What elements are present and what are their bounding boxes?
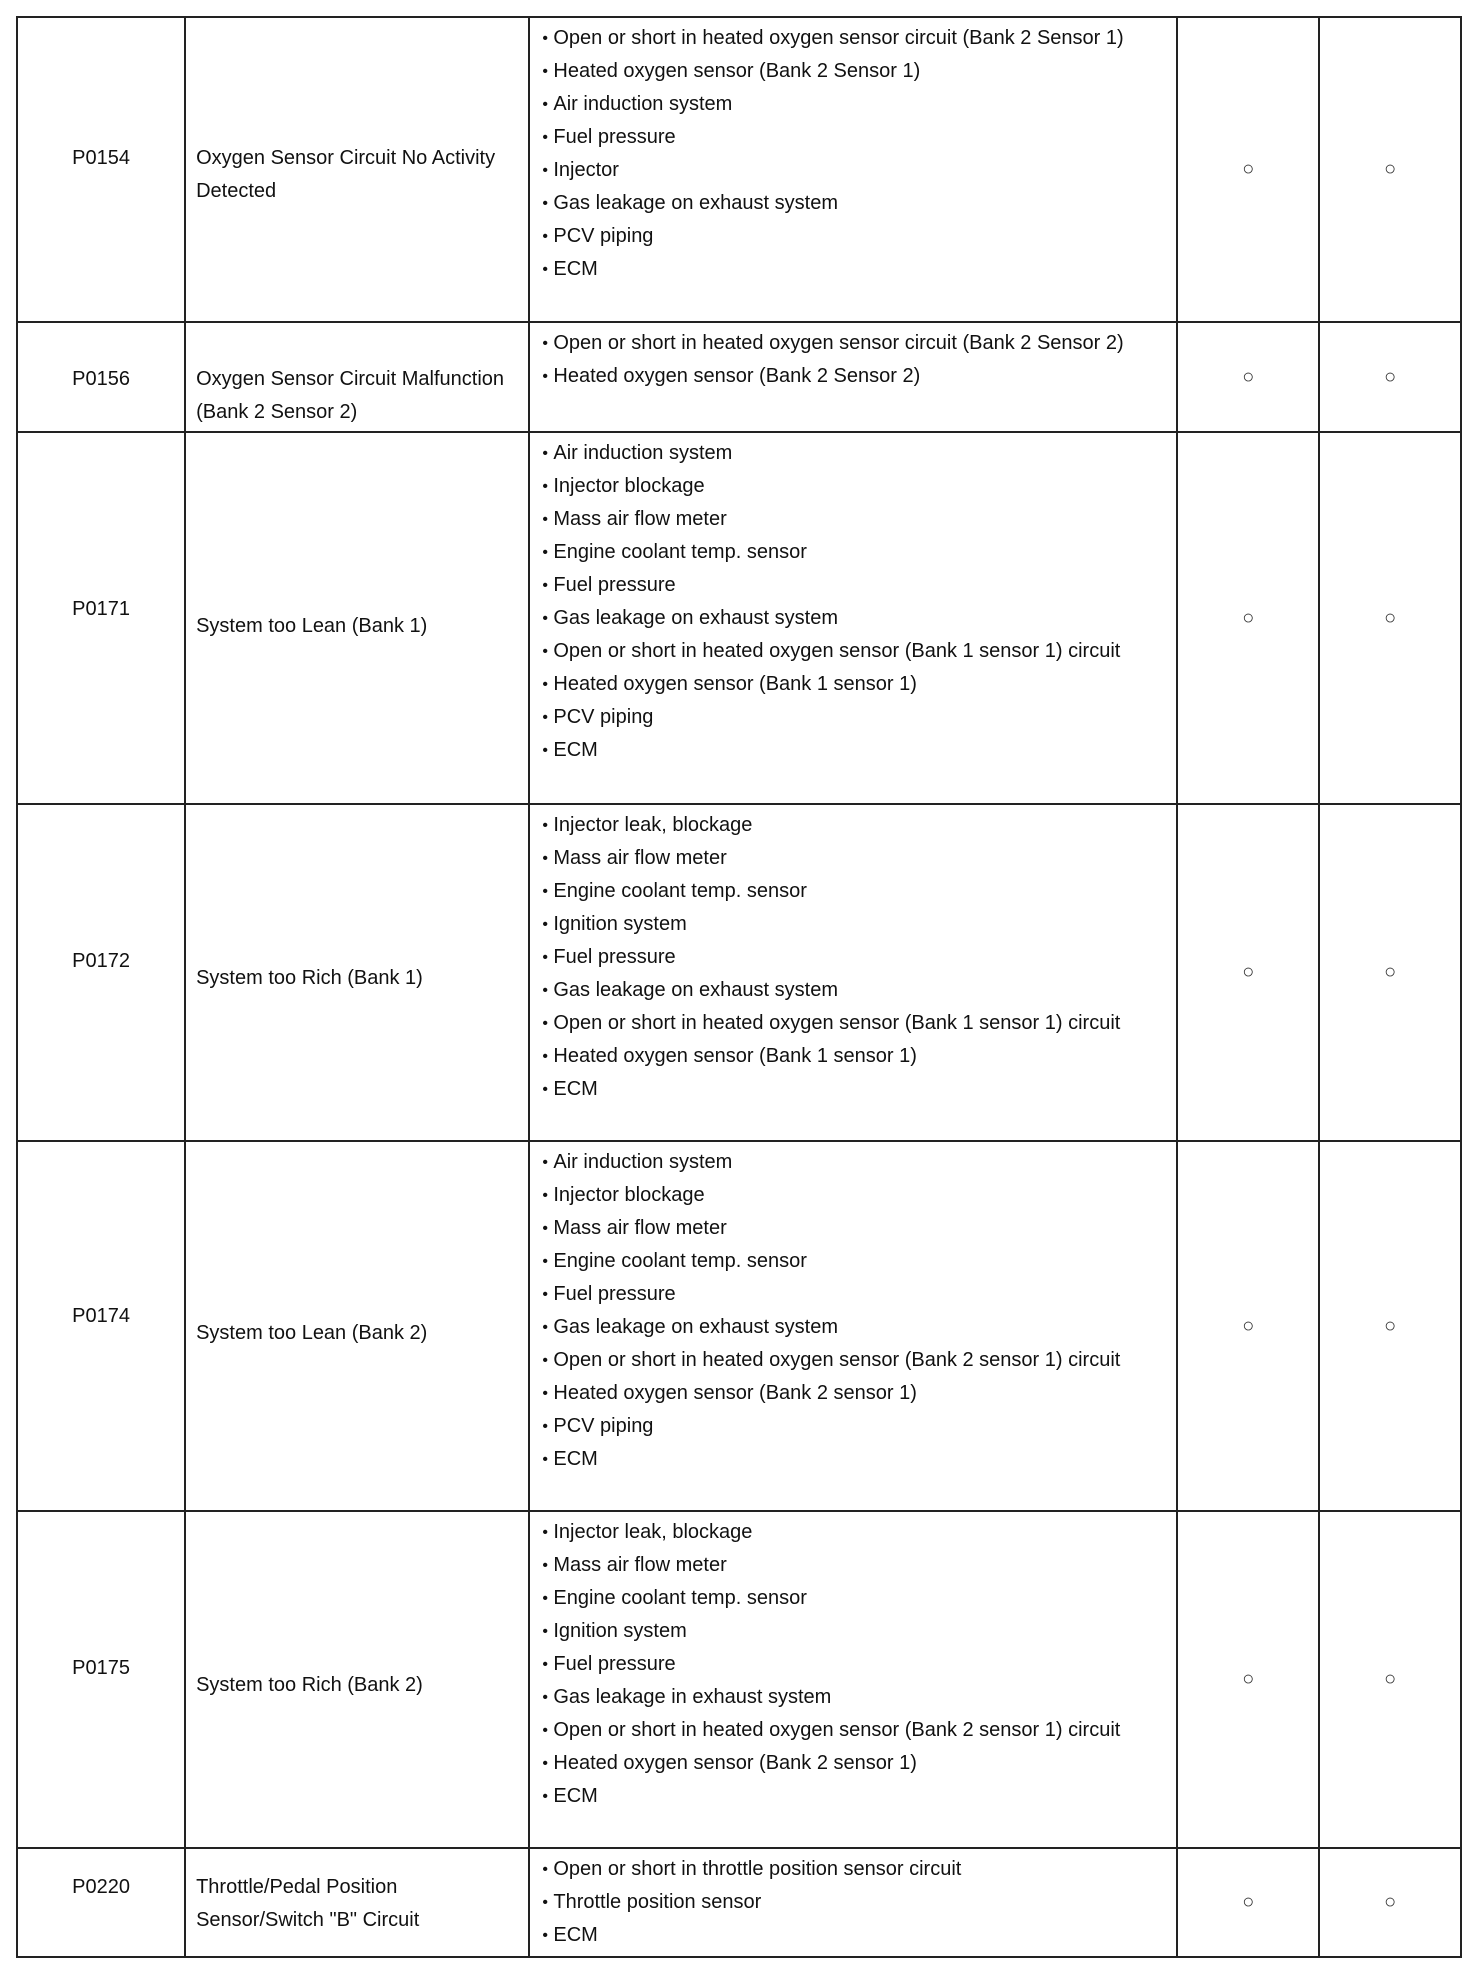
cause-item: • Fuel pressure [542, 1278, 1170, 1311]
dtc-name: System too Lean (Bank 2) [196, 1322, 428, 1344]
cause-list [542, 22, 1170, 286]
dtc-code: P0171 [72, 598, 130, 620]
dtc-name-cell [185, 1141, 529, 1511]
circle-mark-col5: ○ [1319, 1848, 1461, 1957]
cause-item: • ECM [542, 253, 1170, 286]
dtc-causes-cell [529, 432, 1177, 804]
circle-mark-col4: ○ [1177, 17, 1319, 322]
cause-item: • Injector leak, blockage [542, 809, 1170, 842]
cause-item: • Gas leakage on exhaust system [542, 187, 1170, 220]
cause-item: • Engine coolant temp. sensor [542, 875, 1170, 908]
dtc-code-cell [17, 322, 185, 432]
circle-mark-col4: ○ [1177, 432, 1319, 804]
cause-list [542, 809, 1170, 1106]
circle-mark-col4: ○ [1177, 322, 1319, 432]
cause-item: • Open or short in heated oxygen sensor circuit (Bank 2 Sensor 2) [542, 327, 1170, 360]
cause-item: • ECM [542, 1919, 1170, 1952]
cause-item: • Ignition system [542, 908, 1170, 941]
cause-item: • Gas leakage on exhaust system [542, 602, 1170, 635]
cause-item: • Heated oxygen sensor (Bank 2 Sensor 1) [542, 55, 1170, 88]
table-row [17, 322, 1461, 432]
cause-list [542, 1516, 1170, 1813]
circle-mark-col5: ○ [1319, 804, 1461, 1141]
table-row [17, 804, 1461, 1141]
cause-item: • Open or short in throttle position sensor circuit [542, 1853, 1170, 1886]
cause-item: • Throttle position sensor [542, 1886, 1170, 1919]
cause-list [542, 327, 1170, 393]
table-row [17, 17, 1461, 322]
dtc-name: Oxygen Sensor Circuit No Activity Detected [196, 147, 496, 202]
cause-item: • Mass air flow meter [542, 842, 1170, 875]
dtc-table [16, 16, 1462, 1958]
cause-item: • Mass air flow meter [542, 1212, 1170, 1245]
cause-item: • ECM [542, 734, 1170, 767]
cause-item: • Injector blockage [542, 470, 1170, 503]
dtc-name-cell [185, 432, 529, 804]
dtc-name: Oxygen Sensor Circuit Malfunction (Bank 2 Sensor 2) [196, 368, 505, 423]
dtc-name-cell [185, 322, 529, 432]
cause-item: • Heated oxygen sensor (Bank 2 Sensor 2) [542, 360, 1170, 393]
dtc-code: P0154 [72, 147, 130, 169]
cause-list [542, 1853, 1170, 1952]
cause-item: • Fuel pressure [542, 1648, 1170, 1681]
dtc-causes-cell [529, 17, 1177, 322]
cause-item: • ECM [542, 1780, 1170, 1813]
table-row [17, 1511, 1461, 1848]
dtc-name: Throttle/Pedal Position Sensor/Switch "B" Circuit [196, 1876, 420, 1931]
dtc-name: System too Lean (Bank 1) [196, 615, 428, 637]
cause-item: • Air induction system [542, 88, 1170, 121]
dtc-code-cell [17, 1848, 185, 1957]
dtc-table-body [17, 17, 1461, 1957]
dtc-code-cell [17, 1511, 185, 1848]
cause-item: • Gas leakage on exhaust system [542, 1311, 1170, 1344]
dtc-code-cell [17, 17, 185, 322]
dtc-code: P0156 [72, 368, 130, 390]
dtc-code: P0172 [72, 950, 130, 972]
dtc-causes-cell [529, 1141, 1177, 1511]
cause-item: • Gas leakage on exhaust system [542, 974, 1170, 1007]
cause-item: • Open or short in heated oxygen sensor (Bank 1 sensor 1) circuit [542, 635, 1170, 668]
dtc-name-cell [185, 1511, 529, 1848]
circle-mark-col4: ○ [1177, 1848, 1319, 1957]
cause-item: • Injector [542, 154, 1170, 187]
dtc-causes-cell [529, 1848, 1177, 1957]
circle-mark-col4: ○ [1177, 1511, 1319, 1848]
dtc-code-cell [17, 1141, 185, 1511]
dtc-code: P0220 [72, 1876, 130, 1898]
cause-item: • Heated oxygen sensor (Bank 2 sensor 1) [542, 1377, 1170, 1410]
table-row [17, 1141, 1461, 1511]
cause-item: • PCV piping [542, 1410, 1170, 1443]
dtc-name: System too Rich (Bank 2) [196, 1674, 423, 1696]
cause-item: • Mass air flow meter [542, 1549, 1170, 1582]
cause-item: • Fuel pressure [542, 121, 1170, 154]
dtc-code: P0175 [72, 1657, 130, 1679]
cause-item: • Air induction system [542, 437, 1170, 470]
dtc-code-cell [17, 432, 185, 804]
dtc-causes-cell [529, 1511, 1177, 1848]
circle-mark-col5: ○ [1319, 1141, 1461, 1511]
cause-item: • ECM [542, 1443, 1170, 1476]
cause-item: • Injector leak, blockage [542, 1516, 1170, 1549]
dtc-causes-cell [529, 322, 1177, 432]
cause-list [542, 437, 1170, 767]
circle-mark-col5: ○ [1319, 1511, 1461, 1848]
cause-item: • Air induction system [542, 1146, 1170, 1179]
cause-item: • Open or short in heated oxygen sensor (Bank 2 sensor 1) circuit [542, 1344, 1170, 1377]
cause-item: • Fuel pressure [542, 941, 1170, 974]
circle-mark-col4: ○ [1177, 1141, 1319, 1511]
cause-item: • Heated oxygen sensor (Bank 1 sensor 1) [542, 668, 1170, 701]
cause-list [542, 1146, 1170, 1476]
cause-item: • Gas leakage in exhaust system [542, 1681, 1170, 1714]
cause-item: • Mass air flow meter [542, 503, 1170, 536]
cause-item: • Open or short in heated oxygen sensor (Bank 2 sensor 1) circuit [542, 1714, 1170, 1747]
cause-item: • ECM [542, 1073, 1170, 1106]
circle-mark-col5: ○ [1319, 17, 1461, 322]
cause-item: • Engine coolant temp. sensor [542, 536, 1170, 569]
cause-item: • Injector blockage [542, 1179, 1170, 1212]
cause-item: • Engine coolant temp. sensor [542, 1245, 1170, 1278]
dtc-name-cell [185, 804, 529, 1141]
cause-item: • PCV piping [542, 701, 1170, 734]
dtc-causes-cell [529, 804, 1177, 1141]
cause-item: • Heated oxygen sensor (Bank 1 sensor 1) [542, 1040, 1170, 1073]
table-row [17, 432, 1461, 804]
cause-item: • Engine coolant temp. sensor [542, 1582, 1170, 1615]
table-row [17, 1848, 1461, 1957]
dtc-code-cell [17, 804, 185, 1141]
dtc-code: P0174 [72, 1305, 130, 1327]
cause-item: • Ignition system [542, 1615, 1170, 1648]
cause-item: • Open or short in heated oxygen sensor circuit (Bank 2 Sensor 1) [542, 22, 1170, 55]
cause-item: • Open or short in heated oxygen sensor (Bank 1 sensor 1) circuit [542, 1007, 1170, 1040]
dtc-name-cell [185, 17, 529, 322]
circle-mark-col4: ○ [1177, 804, 1319, 1141]
dtc-name: System too Rich (Bank 1) [196, 967, 423, 989]
cause-item: • PCV piping [542, 220, 1170, 253]
cause-item: • Heated oxygen sensor (Bank 2 sensor 1) [542, 1747, 1170, 1780]
circle-mark-col5: ○ [1319, 432, 1461, 804]
circle-mark-col5: ○ [1319, 322, 1461, 432]
cause-item: • Fuel pressure [542, 569, 1170, 602]
dtc-name-cell [185, 1848, 529, 1957]
